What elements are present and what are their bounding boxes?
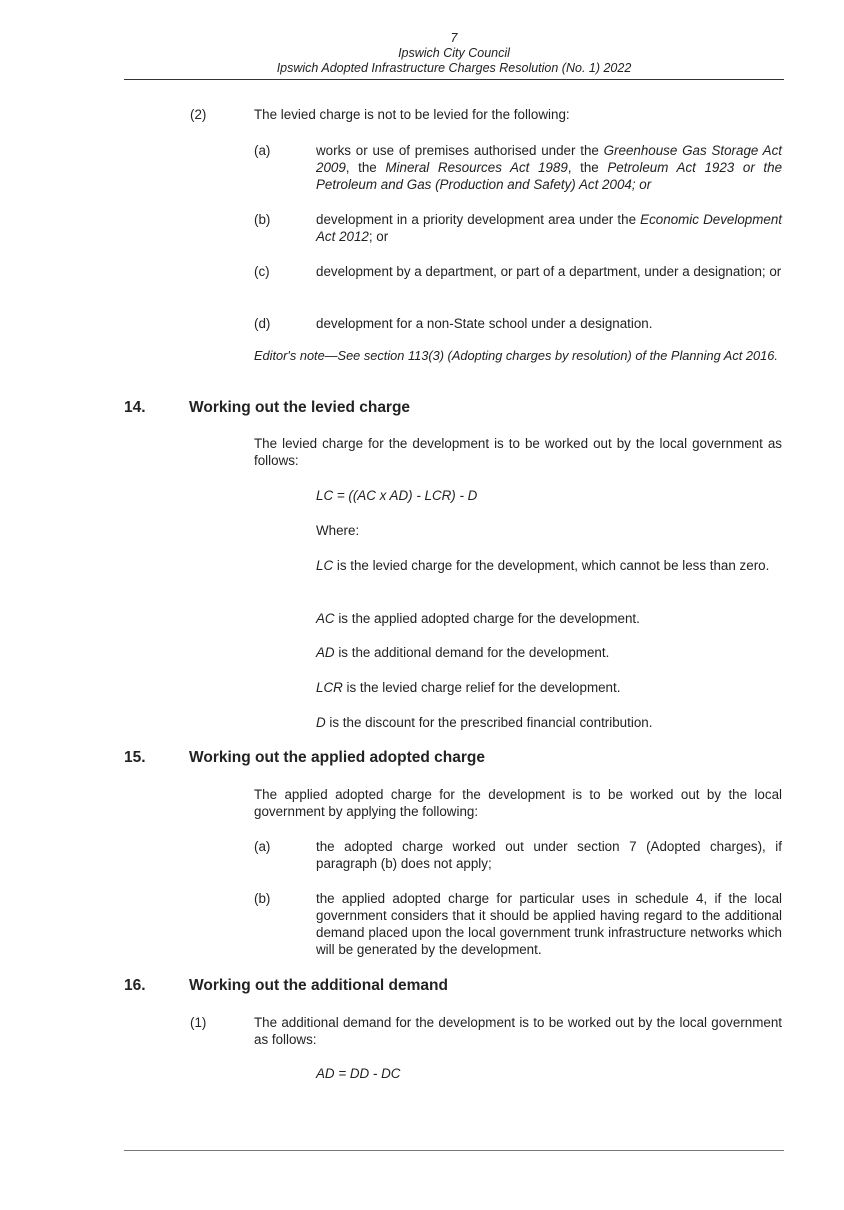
s15-item-label-a: (a) [254,839,271,854]
s15-item-a-text: the adopted charge worked out under section 7 (Adopted charges), if paragraph (b) does not apply; [316,839,782,871]
item-c-text: development by a department, or part of a department, under a designation; or [316,264,782,279]
definition-lcr: LCR is the levied charge relief for the development. [316,680,621,695]
item-b-text: development in a priority development area under the Economic Development Act 2012; or [316,212,783,244]
s15-item-b-text: the applied adopted charge for particular uses in schedule 4, if the local government considers that it should be applied having regard to the additional demand placed upon the local government trunk infrastructure networks which will be generated by the development. [316,891,782,957]
resolution-title: Ipswich Adopted Infrastructure Charges Resolution (No. 1) 2022 [276,61,632,75]
page-header [124,31,784,76]
section-title-14: Working out the levied charge [189,399,411,416]
definition-d: D is the discount for the prescribed financial contribution. [316,715,653,730]
section-number-16: 16. [124,977,146,994]
levied-charge-formula: LC = ((AC x AD) - LCR) - D [316,488,478,503]
subsection-intro: The levied charge is not to be levied for the following: [254,107,570,122]
section-number-14: 14. [124,399,146,416]
section-title-15: Working out the applied adopted charge [189,749,485,766]
item-label-d: (d) [254,316,271,331]
definition-ad: AD is the additional demand for the development. [316,645,610,660]
s16-subsection-label: (1) [190,1015,207,1030]
footer-rule [124,1150,784,1151]
editors-note: Editor's note—See section 113(3) (Adopting charges by resolution) of the Planning Act 2016. [254,348,778,363]
item-label-c: (c) [254,264,270,279]
item-label-a: (a) [254,143,271,158]
definition-ac: AC is the applied adopted charge for the development. [316,611,640,626]
section-number-15: 15. [124,749,146,766]
section-title-16: Working out the additional demand [189,977,448,994]
definition-lc: LC is the levied charge for the development, which cannot be less than zero. [316,558,770,573]
s15-item-label-b: (b) [254,891,271,906]
header-rule [124,79,784,80]
additional-demand-formula: AD = DD - DC [316,1066,401,1081]
s16-subsection-text: The additional demand for the development is to be worked out by the local government as follows: [254,1015,782,1047]
item-a-text: works or use of premises authorised under the Greenhouse Gas Storage Act 2009, the Mineral Resources Act 1989, the Petroleum Act 1923 or the Petroleum and Gas (Production and Safety) Act 2004; or [316,143,783,192]
item-d-text: development for a non-State school under a designation. [316,316,653,331]
subsection-label: (2) [190,107,207,122]
where-label: Where: [316,523,360,538]
section-14-intro: The levied charge for the development is to be worked out by the local government as follows: [254,436,782,468]
section-15-intro: The applied adopted charge for the development is to be worked out by the local government by applying the following: [254,787,782,819]
council-name: Ipswich City Council [398,46,510,60]
page-number: 7 [450,31,458,45]
item-label-b: (b) [254,212,271,227]
